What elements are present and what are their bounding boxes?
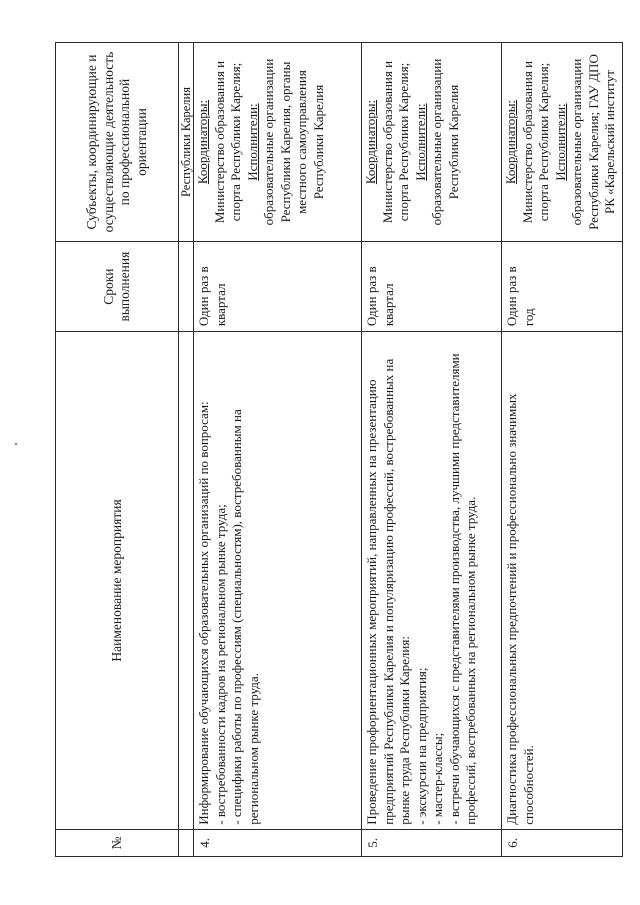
carryover-term xyxy=(179,242,194,332)
coordinators-text: Министерство образования и спорта Республики Карелия; xyxy=(519,60,551,224)
event-term: Один раз в год xyxy=(502,242,623,332)
event-term: Один раз в квартал xyxy=(194,242,362,332)
event-line: - специфики работы по профессиям (специальностям), востребованным на региональном рынке труда. xyxy=(229,409,261,825)
table-row xyxy=(502,43,623,857)
carryover-subjects: Республики Карелия xyxy=(179,43,194,242)
coordinators-label: Координаторы: xyxy=(195,99,210,185)
row-number: 5. xyxy=(362,829,502,856)
executors-label: Исполнители: xyxy=(552,103,568,181)
coordinators-text: Министерство образования и спорта Республики Карелия; xyxy=(379,60,411,224)
event-term: Один раз в квартал xyxy=(362,242,502,332)
executors-text: образовательные организации Республики Карелия xyxy=(429,58,461,226)
row-number: 4. xyxy=(194,829,362,856)
event-name xyxy=(362,332,502,830)
event-subjects xyxy=(502,43,623,242)
executors-text: образовательные организации Республики Карелия; ГАУ ДПО РК «Карельский институт xyxy=(569,54,617,230)
header-term: Сроки выполнения xyxy=(56,242,179,332)
event-subjects xyxy=(194,43,362,242)
header-name: Наименование мероприятия xyxy=(56,332,179,830)
event-line: - экскурсии на предприятия; xyxy=(413,667,429,825)
event-line: - мастер-классы; xyxy=(430,732,445,825)
executors-text: образовательные организации Республики Карелия, органы местного самоуправления Республики Карелия xyxy=(261,58,326,226)
header-num: № xyxy=(56,829,179,856)
event-line: - встречи обучающихся с представителями производства, лучшими представителями профессий, востребованных на региональном рынке труда. xyxy=(446,353,478,825)
carryover-num xyxy=(179,829,194,856)
carryover-row xyxy=(179,43,194,857)
event-line: - востребованности кадров на региональном рынке труда; xyxy=(212,504,228,825)
event-name xyxy=(194,332,362,830)
carryover-name xyxy=(179,332,194,830)
row-number: 6. xyxy=(502,829,623,856)
table-row xyxy=(194,43,362,857)
coordinators-label: Координаторы: xyxy=(363,99,378,185)
event-line: Информирование обучающихся образовательных организаций по вопросам: xyxy=(196,401,211,825)
scan-speck xyxy=(15,443,17,445)
event-subjects xyxy=(362,43,502,242)
event-name xyxy=(502,332,623,830)
executors-label: Исполнители: xyxy=(412,103,428,181)
events-table xyxy=(55,42,623,857)
event-line: Проведение профориентационных мероприятий, направленных на презентацию предприятий Республики Карелия и популяризацию профессий, востребованных на рынке труда Республики Карелия: xyxy=(364,358,412,825)
table-header-row xyxy=(56,43,179,857)
rotated-table-wrapper xyxy=(55,42,615,857)
header-subjects: Субъекты, координирующие и осуществляющие деятельность по профессиональной ориентации xyxy=(56,43,179,242)
executors-label: Исполнители: xyxy=(244,103,260,181)
event-line: Диагностика профессиональных предпочтений и профессионально значимых способностей. xyxy=(504,393,536,825)
coordinators-text: Министерство образования и спорта Республики Карелия; xyxy=(211,60,243,224)
table-row xyxy=(362,43,502,857)
coordinators-label: Координаторы: xyxy=(503,99,518,185)
